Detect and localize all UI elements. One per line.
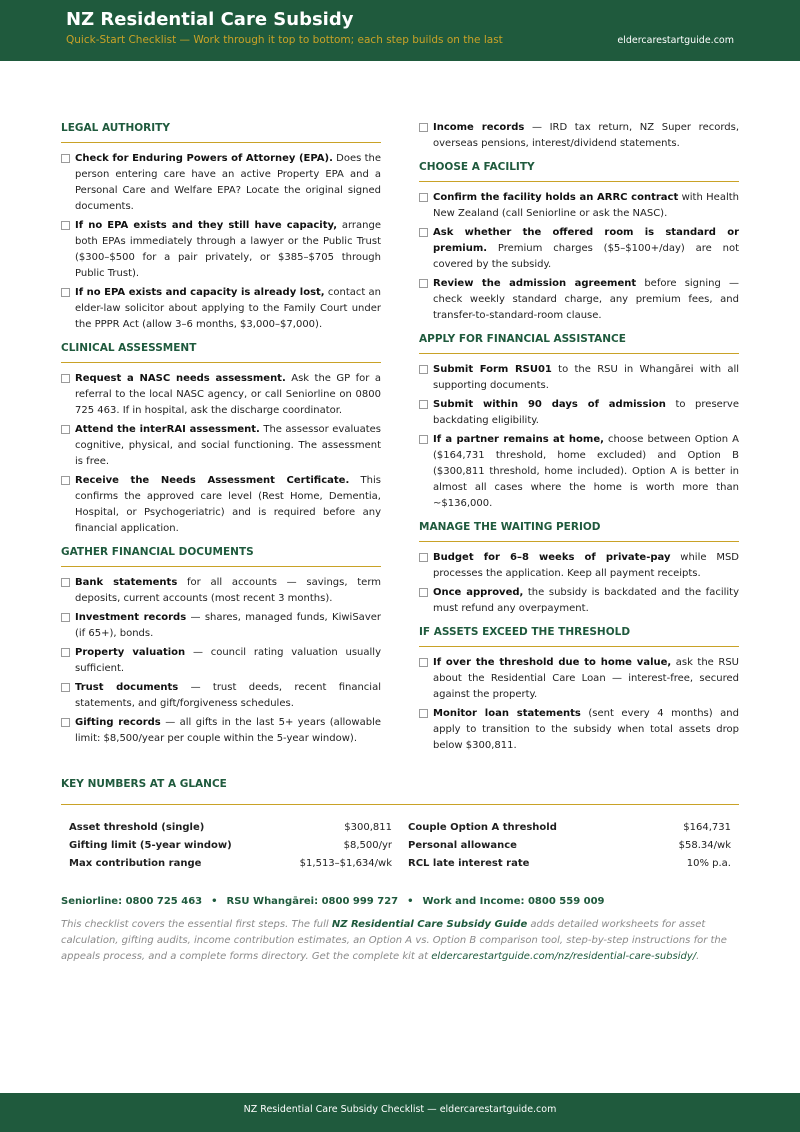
key-number-label: Personal allowance (408, 840, 517, 851)
note-mid: adds detailed worksheets for asset calculation, gifting audits, income contribution estimates, an Option A vs. Option B comparison tool, step-by-step instructions for the appeals process, and a complete forms directory. Get the complete kit at (61, 919, 727, 962)
section-title: APPLY FOR FINANCIAL ASSISTANCE (419, 333, 739, 354)
item-heading: Attend the interRAI assessment. (75, 424, 260, 435)
key-numbers-section (61, 778, 739, 873)
item-text: before signing — check weekly standard charge, any premium fees, and transfer-to-standard-room clause. (433, 278, 740, 321)
checkbox[interactable] (61, 613, 70, 622)
item-text: arrange both EPAs immediately through a lawyer or the Public Trust ($300–$500 for a pair privately, or $385–$705 through Public Trust). (75, 220, 381, 279)
item-heading: Submit within 90 days of admission (433, 399, 666, 410)
key-numbers-right (408, 819, 731, 873)
key-number-row (69, 855, 392, 873)
checklist (419, 550, 739, 617)
contact-phone[interactable]: Work and Income: 0800 559 009 (422, 896, 605, 907)
checklist-item (419, 432, 739, 512)
checklist-continued (419, 120, 739, 152)
key-number-value: $1,513–$1,634/wk (299, 858, 392, 869)
key-number-value: 10% p.a. (686, 858, 731, 869)
item-heading: Investment records (75, 612, 187, 623)
checkbox[interactable] (419, 123, 428, 132)
checkbox[interactable] (419, 193, 428, 202)
section-title: CHOOSE A FACILITY (419, 161, 739, 182)
key-number-value: $58.34/wk (678, 840, 731, 851)
page-header (0, 0, 800, 61)
checklist-item (419, 276, 739, 324)
item-text: This confirms the approved care level (Rest Home, Dementia, Hospital, or Psychogeriatric) and is required before any financial application. (75, 475, 381, 534)
checklist-item (61, 151, 381, 215)
item-heading: Income records (433, 122, 525, 133)
checkbox[interactable] (419, 709, 428, 718)
checkbox[interactable] (61, 476, 70, 485)
key-number-value: $300,811 (344, 822, 392, 833)
checklist-item (61, 610, 381, 642)
checklist-item (61, 575, 381, 607)
item-text: choose between Option A ($164,731 threshold, home excluded) and Option B ($300,811 threshold, home included). Option A is better in almost all cases where the home is worth more than ~$136,000. (433, 434, 740, 509)
checklist-item (61, 371, 381, 419)
checklist-item (61, 645, 381, 677)
section-title: CLINICAL ASSESSMENT (61, 342, 381, 363)
checklist (61, 371, 381, 537)
item-text: (sent every 4 months) and apply to transition to the subsidy when total assets drop below $300,811. (433, 708, 739, 751)
checklist-item (61, 715, 381, 747)
item-text: Premium charges ($5–$100+/day) are not covered by the subsidy. (433, 243, 739, 270)
item-heading: Property valuation (75, 647, 186, 658)
item-heading: Monitor loan statements (433, 708, 581, 719)
section-title: IF ASSETS EXCEED THE THRESHOLD (419, 626, 739, 647)
item-text: — trust deeds, recent financial statements, and gift/forgiveness schedules. (75, 682, 381, 709)
item-heading: If no EPA exists and capacity is already lost, (75, 287, 325, 298)
item-text: the subsidy is backdated and the facility must refund any overpayment. (433, 587, 739, 614)
separator-dot: • (211, 896, 218, 907)
item-heading: Review the admission agreement (433, 278, 637, 289)
item-heading: Ask whether the offered room is standard or premium. (433, 227, 739, 254)
key-number-label: Gifting limit (5-year window) (69, 840, 232, 851)
checklist-item (419, 706, 739, 754)
key-numbers-title: KEY NUMBERS AT A GLANCE (61, 778, 739, 805)
item-text: with Health New Zealand (call Seniorline or ask the NASC). (433, 192, 739, 219)
checkbox[interactable] (61, 718, 70, 727)
checkbox[interactable] (61, 374, 70, 383)
item-heading: If no EPA exists and they still have capacity, (75, 220, 338, 231)
checklist-item (61, 218, 381, 282)
page-title: NZ Residential Care Subsidy (66, 9, 354, 30)
right-column (419, 122, 739, 763)
item-text: — council rating valuation usually sufficient. (75, 647, 381, 674)
checklist (61, 575, 381, 747)
checkbox[interactable] (61, 648, 70, 657)
item-text: contact an elder-law solicitor about applying to the Family Court under the PPPR Act (allow 3–6 months, $3,000–$7,000). (75, 287, 381, 330)
checklist-item (419, 550, 739, 582)
note-guide-name: NZ Residential Care Subsidy Guide (331, 919, 528, 930)
checkbox[interactable] (419, 400, 428, 409)
section-title: GATHER FINANCIAL DOCUMENTS (61, 546, 381, 567)
checkbox[interactable] (419, 365, 428, 374)
contact-phone[interactable]: Seniorline: 0800 725 463 (61, 896, 203, 907)
checkbox[interactable] (419, 553, 428, 562)
note-post: . (696, 951, 700, 962)
key-number-value: $8,500/yr (343, 840, 392, 851)
item-heading: Confirm the facility holds an ARRC contract (433, 192, 679, 203)
key-number-row (69, 819, 392, 837)
checklist (419, 362, 739, 512)
guide-link[interactable]: eldercarestartguide.com/nz/residential-care-subsidy/ (431, 951, 697, 962)
checkbox[interactable] (419, 228, 428, 237)
note-pre: This checklist covers the essential first steps. The full (61, 919, 332, 930)
item-text: — IRD tax return, NZ Super records, overseas pensions, interest/dividend statements. (433, 122, 740, 149)
checklist (61, 151, 381, 333)
item-heading: Bank statements (75, 577, 178, 588)
key-numbers-left (69, 819, 392, 873)
item-heading: Submit Form RSU01 (433, 364, 552, 375)
key-number-label: RCL late interest rate (408, 858, 530, 869)
item-heading: If over the threshold due to home value, (433, 657, 672, 668)
header-site-link[interactable]: eldercarestartguide.com (617, 35, 734, 46)
key-number-label: Asset threshold (single) (69, 822, 205, 833)
footer-note (61, 917, 739, 965)
checkbox[interactable] (61, 578, 70, 587)
section-title: LEGAL AUTHORITY (61, 122, 381, 143)
item-text: ask the RSU about the Residential Care Loan — interest-free, secured against the property. (433, 657, 739, 700)
key-number-row (408, 837, 731, 855)
checkbox[interactable] (419, 658, 428, 667)
item-heading: If a partner remains at home, (433, 434, 604, 445)
item-heading: Budget for 6–8 weeks of private-pay (433, 552, 671, 563)
checklist (419, 190, 739, 324)
section-title: MANAGE THE WAITING PERIOD (419, 521, 739, 542)
item-text: — shares, managed funds, KiwiSaver (if 65+), bonds. (75, 612, 381, 639)
checklist-item (419, 362, 739, 394)
checkbox[interactable] (419, 279, 428, 288)
key-number-label: Max contribution range (69, 858, 202, 869)
item-heading: Trust documents (75, 682, 179, 693)
page-footer: NZ Residential Care Subsidy Checklist — eldercarestartguide.com (0, 1093, 800, 1132)
checkbox[interactable] (61, 425, 70, 434)
checklist-item (61, 285, 381, 333)
item-heading: Request a NASC needs assessment. (75, 373, 286, 384)
left-column (61, 122, 381, 756)
key-number-label: Couple Option A threshold (408, 822, 557, 833)
key-number-row (408, 819, 731, 837)
checklist-item (419, 655, 739, 703)
item-heading: Receive the Needs Assessment Certificate. (75, 475, 350, 486)
checklist (419, 655, 739, 754)
checklist-item (61, 473, 381, 537)
checklist-item (61, 422, 381, 470)
separator-dot: • (407, 896, 414, 907)
item-text: — all gifts in the last 5+ years (allowable limit: $8,500/year per couple within the 5-year window). (75, 717, 381, 744)
key-number-value: $164,731 (683, 822, 731, 833)
key-number-row (408, 855, 731, 873)
item-text: to preserve backdating eligibility. (433, 399, 739, 426)
checklist-item (419, 120, 739, 152)
checklist-item (419, 397, 739, 429)
checkbox[interactable] (419, 588, 428, 597)
item-heading: Gifting records (75, 717, 161, 728)
checkbox[interactable] (61, 154, 70, 163)
key-numbers-grid (61, 819, 739, 873)
checkbox[interactable] (61, 221, 70, 230)
checkbox[interactable] (61, 288, 70, 297)
checkbox[interactable] (61, 683, 70, 692)
item-text: Does the person entering care have an active Property EPA and a Personal Care and Welfare EPA? Locate the original signed documents. (75, 153, 381, 212)
checklist-item (419, 225, 739, 273)
item-text: while MSD processes the application. Keep all payment receipts. (433, 552, 739, 579)
item-text: Ask the GP for a referral to the local NASC agency, or call Seniorline on 0800 725 463. If in hospital, ask the discharge coordinator. (75, 373, 381, 416)
checklist-item (61, 680, 381, 712)
page-subtitle: Quick-Start Checklist — Work through it top to bottom; each step builds on the last (66, 34, 503, 46)
contact-line (61, 896, 739, 907)
item-text: to the RSU in Whangārei with all supporting documents. (433, 364, 740, 391)
item-text: for all accounts — savings, term deposits, current accounts (most recent 3 months). (75, 577, 382, 604)
item-text: The assessor evaluates cognitive, physical, and social functioning. The assessment is free. (75, 424, 381, 467)
contact-phone[interactable]: RSU Whangārei: 0800 999 727 (226, 896, 399, 907)
key-number-row (69, 837, 392, 855)
item-heading: Check for Enduring Powers of Attorney (EPA). (75, 153, 333, 164)
checklist-item (419, 585, 739, 617)
checklist-item (419, 190, 739, 222)
item-heading: Once approved, (433, 587, 524, 598)
checkbox[interactable] (419, 435, 428, 444)
